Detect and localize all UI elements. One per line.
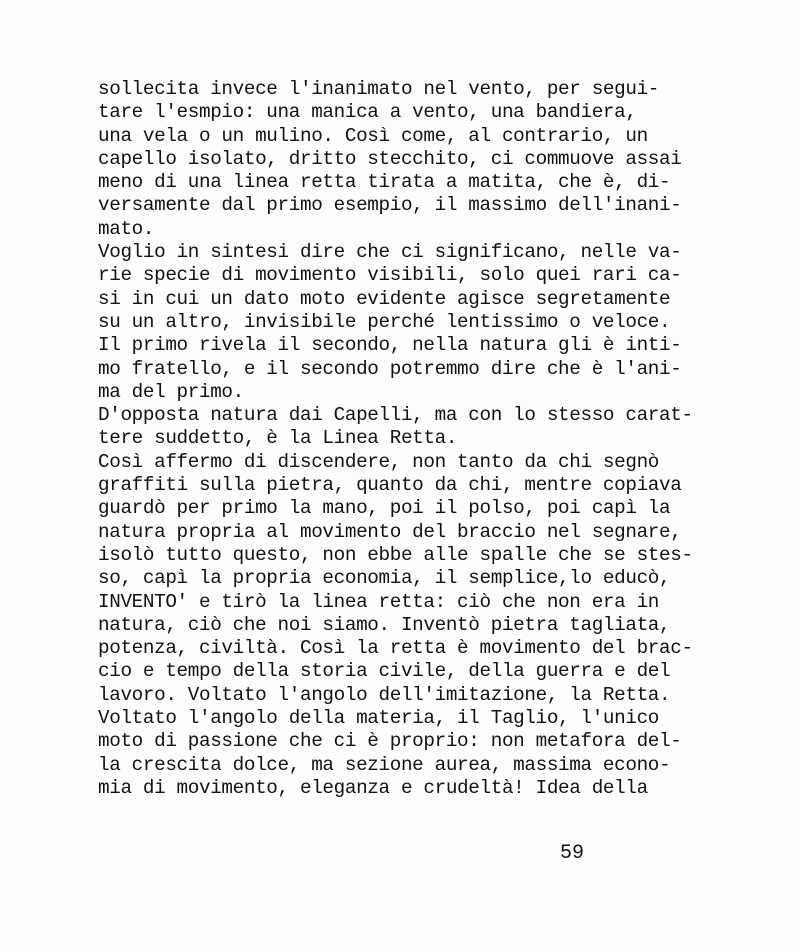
text-line: meno di una linea retta tirata a matita, che è, di-	[98, 171, 671, 194]
text-line: versamente dal primo esempio, il massimo dell'inani-	[98, 194, 682, 217]
text-line: tere suddetto, è la Linea Retta.	[98, 427, 458, 450]
text-line: guardò per primo la mano, poi il polso, poi capì la	[98, 497, 671, 520]
text-line: mo fratello, e il secondo potremmo dire che è l'ani-	[98, 357, 682, 380]
text-line: Così affermo di discendere, non tanto da chi segnò	[98, 450, 660, 473]
text-line: cio e tempo della storia civile, della guerra e del	[98, 660, 671, 683]
text-line: si in cui un dato moto evidente agisce segretamente	[98, 287, 671, 310]
body-text	[98, 78, 698, 800]
text-line: mato.	[98, 217, 155, 240]
text-line: D'opposta natura dai Capelli, ma con lo stesso carat-	[98, 404, 693, 427]
text-line: mia di movimento, eleganza e crudeltà! Idea della	[98, 776, 648, 799]
text-line: la crescita dolce, ma sezione aurea, massima econo-	[98, 753, 671, 776]
text-line: su un altro, invisibile perché lentissimo o veloce.	[98, 310, 671, 333]
text-line: una vela o un mulino. Così come, al contrario, un	[98, 124, 648, 147]
text-line: sollecita invece l'inanimato nel vento, per segui-	[98, 78, 660, 100]
text-line: INVENTO' e tirò la linea retta: ciò che non era in	[98, 590, 660, 613]
text-line: Voltato l'angolo della materia, il Taglio, l'unico	[98, 707, 660, 730]
page-number: 59	[560, 842, 585, 865]
text-line: lavoro. Voltato l'angolo dell'imitazione, la Retta.	[98, 683, 671, 706]
text-line: so, capì la propria economia, il semplice,lo educò,	[98, 567, 671, 590]
text-line: isolò tutto questo, non ebbe alle spalle che se stes-	[98, 543, 693, 566]
text-line: graffiti sulla pietra, quanto da chi, mentre copiava	[98, 474, 682, 497]
text-line: natura propria al movimento del braccio nel segnare,	[98, 520, 682, 543]
text-line: rie specie di movimento visibili, solo quei rari ca-	[98, 264, 682, 287]
text-line: Il primo rivela il secondo, nella natura gli è inti-	[98, 334, 682, 357]
text-line: Voglio in sintesi dire che ci significano, nelle va-	[98, 241, 682, 264]
text-line: natura, ciò che noi siamo. Inventò pietra tagliata,	[98, 613, 671, 636]
text-line: potenza, civiltà. Così la retta è movimento del brac-	[98, 637, 693, 660]
text-line: ma del primo.	[98, 380, 244, 403]
text-line: capello isolato, dritto stecchito, ci commuove assai	[98, 147, 682, 170]
text-line: tare l'esmpio: una manica a vento, una bandiera,	[98, 101, 637, 124]
text-line: moto di passione che ci è proprio: non metafora del-	[98, 730, 682, 753]
